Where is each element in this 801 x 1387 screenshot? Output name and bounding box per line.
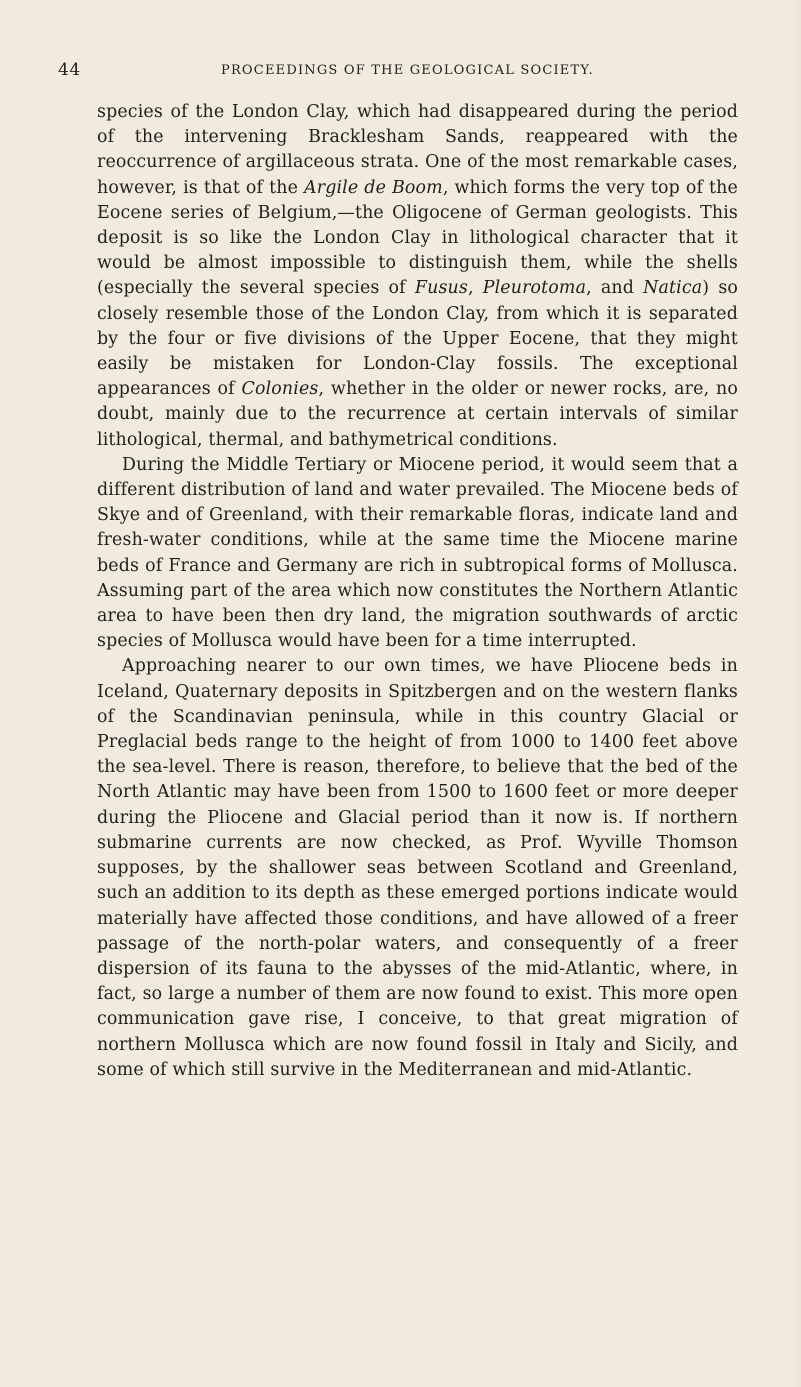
- italic-pleurotoma: Pleurotoma: [482, 278, 587, 299]
- page-header: [58, 60, 738, 82]
- paragraph-1-text: species of the London Clay, which had disappeared during the period of the intervening Bracklesham Sands, reappeared with the reoccurrence of argillaceous strata. One of the most remarkable cases, however, is that of the: [97, 102, 738, 198]
- page-edge: [795, 0, 801, 1387]
- italic-natica: Natica: [643, 278, 703, 299]
- paragraph-1: [97, 100, 738, 453]
- italic-colonies: Colonies: [241, 379, 319, 400]
- running-head: PROCEEDINGS OF THE GEOLOGICAL SOCIETY.: [221, 63, 594, 78]
- italic-argile-de-boom: Argile de Boom: [304, 177, 443, 198]
- paragraph-1-text: , and: [586, 278, 644, 299]
- body-text: [97, 100, 738, 1083]
- paragraph-2: During the Middle Tertiary or Miocene period, it would seem that a different distribution of land and water prevailed. The Miocene beds of Skye and of Greenland, with their remarkable floras, indicate land and fresh-water conditions, while at the same time the Miocene marine beds of France and Germany are rich in subtropical forms of Mollusca. Assuming part of the area which now constitutes the Northern Atlantic area to have been then dry land, the migration southwards of arctic species of Mollusca would have been for a time interrupted.: [97, 454, 738, 652]
- italic-fusus: Fusus: [414, 278, 468, 299]
- paragraph-1-text: ) so closely resemble those of the London Clay, from which it is separated by the four or five divisions of the Upper Eocene, that they might easily be mistaken for London-Clay fossils. The exceptional appearances of: [97, 278, 739, 400]
- paragraph-1-text: , whether in the older or newer rocks, are, no doubt, mainly due to the recurrence at certain intervals of similar lithological, thermal, and bathymetrical conditions.: [97, 379, 738, 450]
- paragraph-3: Approaching nearer to our own times, we have Pliocene beds in Iceland, Quaternary deposits in Spitzbergen and on the western flanks of the Scandinavian peninsula, while in this country Glacial or Preglacial beds range to the height of from 1000 to 1400 feet above the sea-level. There is reason, therefore, to believe that the bed of the North Atlantic may have been from 1500 to 1600 feet or more deeper during the Pliocene and Glacial period than it now is. If northern submarine currents are now checked, as Prof. Wyville Thomson supposes, by the shallower seas between Scotland and Greenland, such an addition to its depth as these emerged portions indicate would materially have affected those conditions, and have allowed of a freer passage of the north-polar waters, and consequently of a freer dispersion of its fauna to the abysses of the mid-Atlantic, where, in fact, so large a number of them are now found to exist. This more open communication gave rise, I conceive, to that great migration of northern Mollusca which are now found fossil in Italy and Sicily, and some of which still survive in the Mediterranean and mid-Atlantic.: [97, 656, 738, 1080]
- paragraph-1-text: ,: [467, 278, 483, 299]
- paragraph-1-text: , which forms the very top of the Eocene series of Belgium,—the Oligocene of German geologists. This deposit is so like the London Clay in lithological character that it would be almost impossible to distinguish them, while the shells (especially the several species of: [97, 177, 738, 299]
- page-number: 44: [58, 60, 81, 80]
